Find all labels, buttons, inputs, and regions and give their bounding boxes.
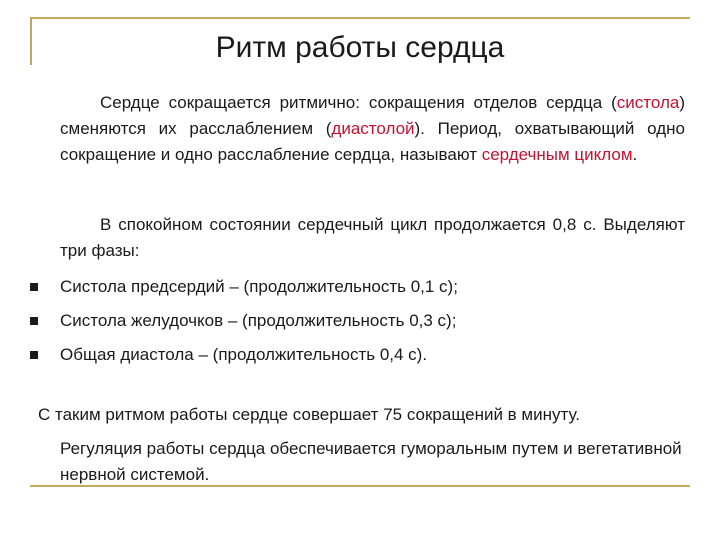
- text-segment: Сердце сокращается ритмично: сокращения отделов сердца (: [100, 93, 617, 112]
- square-bullet-icon: [30, 317, 38, 325]
- list-item-text: Общая диастола – (продолжительность 0,4 с).: [60, 345, 428, 364]
- text-segment: ) сменяются их расслаблением (: [60, 93, 685, 138]
- list-item-text: Систола предсердий – (продолжительность 0,1 с);: [60, 277, 458, 296]
- term-cardiac-cycle: сердечным циклом: [481, 145, 633, 164]
- frame-top-line: [30, 17, 690, 19]
- paragraph-phases-text: В спокойном состоянии сердечный цикл продолжается 0,8 с. Выделяют три фазы:: [60, 215, 685, 260]
- term-diastole: диастолой: [331, 119, 415, 138]
- list-item: [30, 274, 690, 300]
- paragraph-heart-cycle-text: [60, 90, 685, 168]
- list-item: [30, 342, 690, 368]
- slide-title: Ритм работы сердца: [215, 31, 505, 64]
- paragraph-phases: [60, 212, 685, 264]
- term-systole: систола: [616, 93, 680, 112]
- square-bullet-icon: [30, 351, 38, 359]
- frame-bottom-line: [30, 485, 690, 487]
- paragraph-heart-cycle: [60, 90, 685, 168]
- square-bullet-icon: [30, 283, 38, 291]
- text-segment: .: [632, 145, 638, 164]
- list-item: [30, 308, 690, 334]
- text-segment: ). Период, охватывающий одно сокращение и одно расслабление сердца, называют: [60, 119, 685, 164]
- rhythm-statement: С таким ритмом работы сердце совершает 75 сокращений в минуту.: [38, 405, 580, 424]
- list-item-text: Систола желудочков – (продолжительность 0,3 с);: [60, 311, 457, 330]
- paragraph-regulation: Регуляция работы сердца обеспечивается гуморальным путем и вегетативной нервной системой.: [60, 439, 682, 484]
